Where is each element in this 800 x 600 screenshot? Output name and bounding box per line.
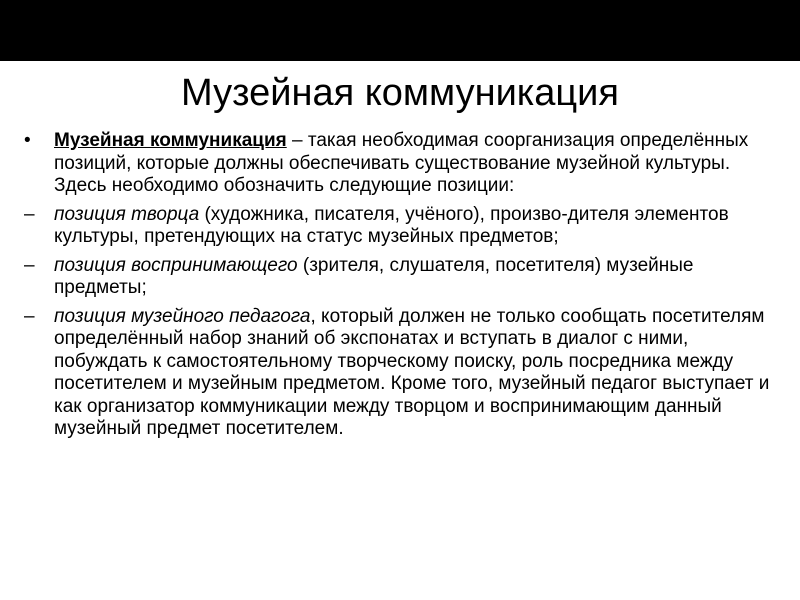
position-item-creator bbox=[24, 204, 784, 249]
slide-body bbox=[24, 130, 784, 447]
top-black-bar bbox=[0, 0, 800, 61]
bullet-paragraph bbox=[24, 130, 784, 198]
position-text: , который должен не только сообщать посетителям определённый набор знаний об экспонатах и вступать в диалог с ними, побуждать к самостоятельному творческому поиску, роль посредника между посетителем и музейным предметом. Кроме того, музейный педагог выступает и как организатор коммуникации между творцом и воспринимающим данный музейный предмет посетителем. bbox=[54, 305, 770, 439]
position-text: (зрителя, слушателя, посетителя) музейные предметы; bbox=[54, 254, 694, 298]
position-item-pedagogue bbox=[24, 306, 784, 441]
position-role: позиция музейного педагога bbox=[54, 305, 311, 327]
position-role: позиция творца bbox=[54, 203, 200, 225]
bullet-marker: • bbox=[24, 130, 31, 151]
term-heading: Музейная коммуникация bbox=[54, 130, 287, 151]
dash-marker: – bbox=[24, 254, 35, 276]
slide-title: Музейная коммуникация bbox=[181, 72, 619, 114]
position-role: позиция воспринимающего bbox=[54, 254, 298, 276]
bullet-text: – такая необходимая соорганизация определённых позиций, которые должны обеспечивать существование музейной культуры. Здесь необходимо обозначить следующие позиции: bbox=[54, 130, 749, 196]
dash-marker: – bbox=[24, 305, 35, 327]
dash-marker: – bbox=[24, 203, 35, 225]
position-text: (художника, писателя, учёного), произво-дителя элементов культуры, претендующих на статус музейных предметов; bbox=[54, 203, 729, 247]
position-item-perceiver bbox=[24, 255, 784, 300]
